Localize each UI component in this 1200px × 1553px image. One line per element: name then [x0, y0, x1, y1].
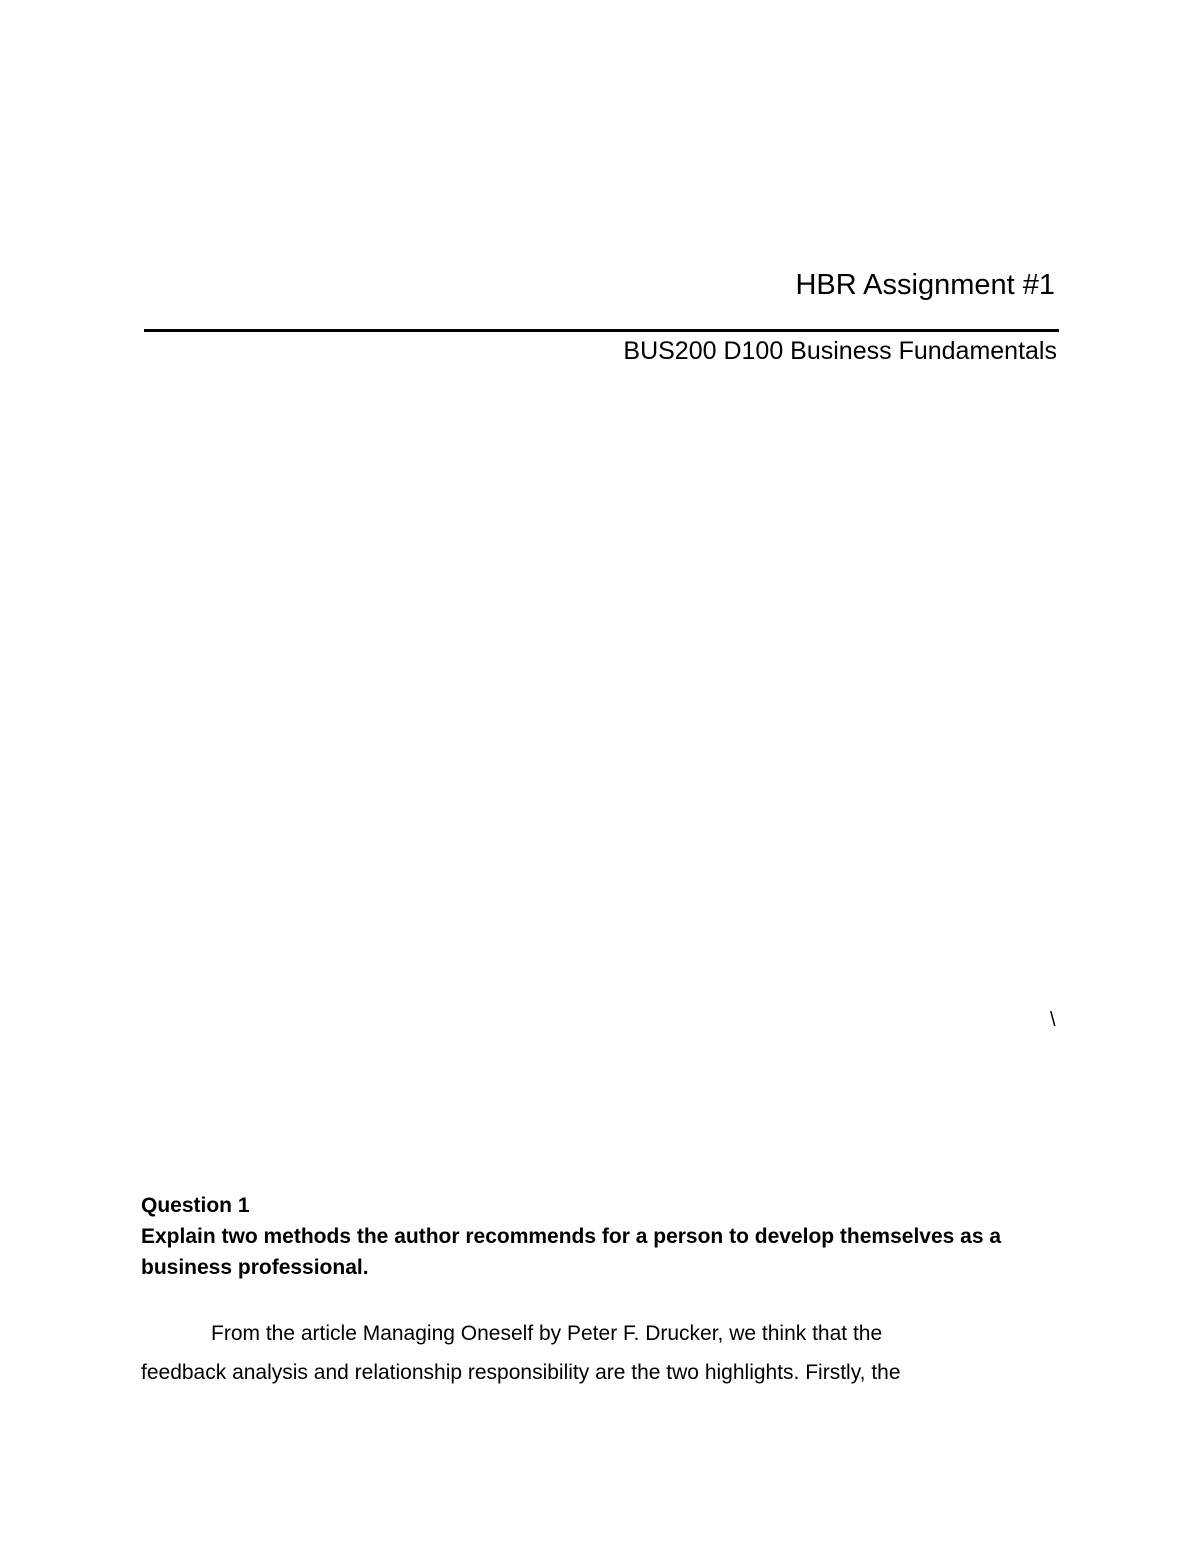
title-divider [144, 329, 1059, 332]
question-block [141, 1190, 1071, 1283]
stray-backslash-mark: \ [1050, 1009, 1056, 1031]
question-label: Question 1 [141, 1194, 250, 1217]
answer-line: feedback analysis and relationship responsibility are the two highlights. Firstly, the [141, 1361, 901, 1384]
document-title: HBR Assignment #1 [795, 269, 1055, 301]
answer-paragraph [141, 1314, 1061, 1392]
question-text: Explain two methods the author recommends for a person to develop themselves as a business professional. [141, 1225, 1002, 1279]
course-subtitle: BUS200 D100 Business Fundamentals [623, 337, 1057, 365]
answer-line: From the article Managing Oneself by Peter F. Drucker, we think that the [211, 1322, 883, 1345]
